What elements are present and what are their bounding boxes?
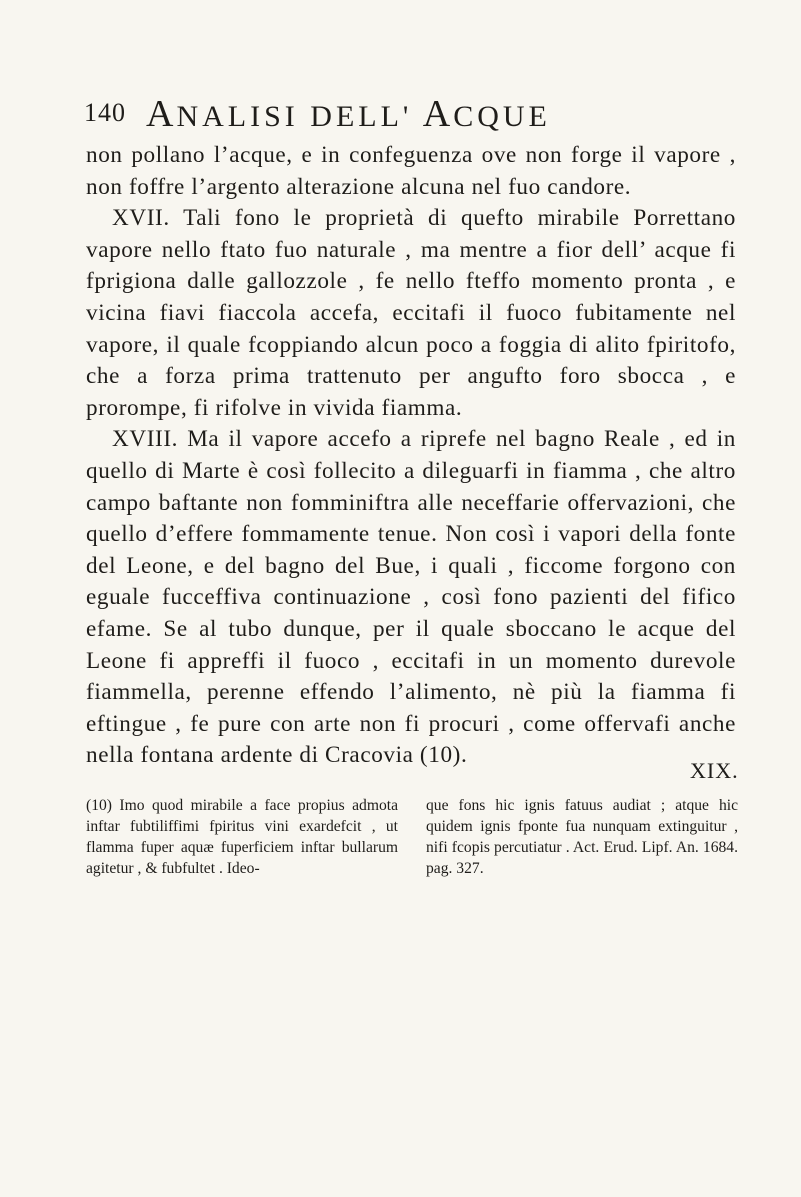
footnote-column-right: que fons hic ignis fatuus audiat ; atque hic quidem ignis fponte fua nunquam extinguitur , nifi fcopis percutiatur . Act. Erud. Lipf. An. 1684. pag. 327. [426, 797, 738, 877]
running-head-initial-b: A [422, 93, 454, 135]
section-number-xviii: XVIII. [112, 426, 179, 453]
running-head-smallcaps-a: NALISI DELL [176, 100, 403, 133]
footnotes [86, 795, 738, 879]
main-text [86, 140, 736, 772]
catchword: XIX. [690, 758, 739, 783]
paragraph-xviii-text: Ma il vapore accefo a riprefe nel bagno Reale , ed in quello di Marte è così follecito a dileguarfi in fiamma , che altro campo baftante non fomminiftra alle neceffarie offervazioni, che quello d’effere fommamente tenue. Non così i vapori della fonte del Leone, e del bagno del Bue, i quali , ficcome forgono con eguale fucceffiva continuazione , così fono pazienti del fifico efame. Se al tubo dunque, per il quale sboccano le acque del Leone fi appreffi il fuoco , eccitafi in un momento durevole fiammella, perenne effendo l’alimento, nè più la fiamma fi eftingue , fe pure con arte non fi procuri , come offervafi anche nella fontana ardente di Cracovia (10). [86, 426, 736, 769]
running-head [146, 92, 551, 136]
running-head-smallcaps-b: CQUE [453, 100, 551, 133]
page-header [84, 92, 744, 136]
paragraph-continuation: non pollano l’acque, e in confeguenza ove non forge il vapore , non foffre l’argento alterazione alcuna nel fuo candore. [86, 142, 736, 200]
section-number-xvii: XVII. [112, 205, 170, 232]
running-head-initial-a: A [146, 93, 177, 135]
paragraph-xviii [86, 424, 736, 772]
paragraph-xvii-text: Tali fono le proprietà di quefto mirabile Porrettano vapore nello ftato fuo naturale , ma mentre a fior dell’ acque fi fprigiona dalle gallozzole , fe nello fteffo momento pronta , e vicina fiavi fiaccola accefa, eccitafi il fuoco fubitamente nel vapore, il quale fcoppiando alcun poco a foggia di alito fpiritofo, che a forza prima trattenuto per angufto foro sbocca , e prorompe, fi rifolve in vivida fiamma. [86, 205, 736, 421]
running-head-apostrophe: ' [402, 100, 413, 133]
paragraph-xvii [86, 203, 736, 424]
footnote-column-left: (10) Imo quod mirabile a face propius admota inftar fubtiliffimi fpiritus vini exardefcit , ut flamma fuper aquæ fuperficiem inftar bullarum agitetur , & fubfultet . Ideo- [86, 797, 398, 877]
page-number: 140 [84, 98, 126, 127]
